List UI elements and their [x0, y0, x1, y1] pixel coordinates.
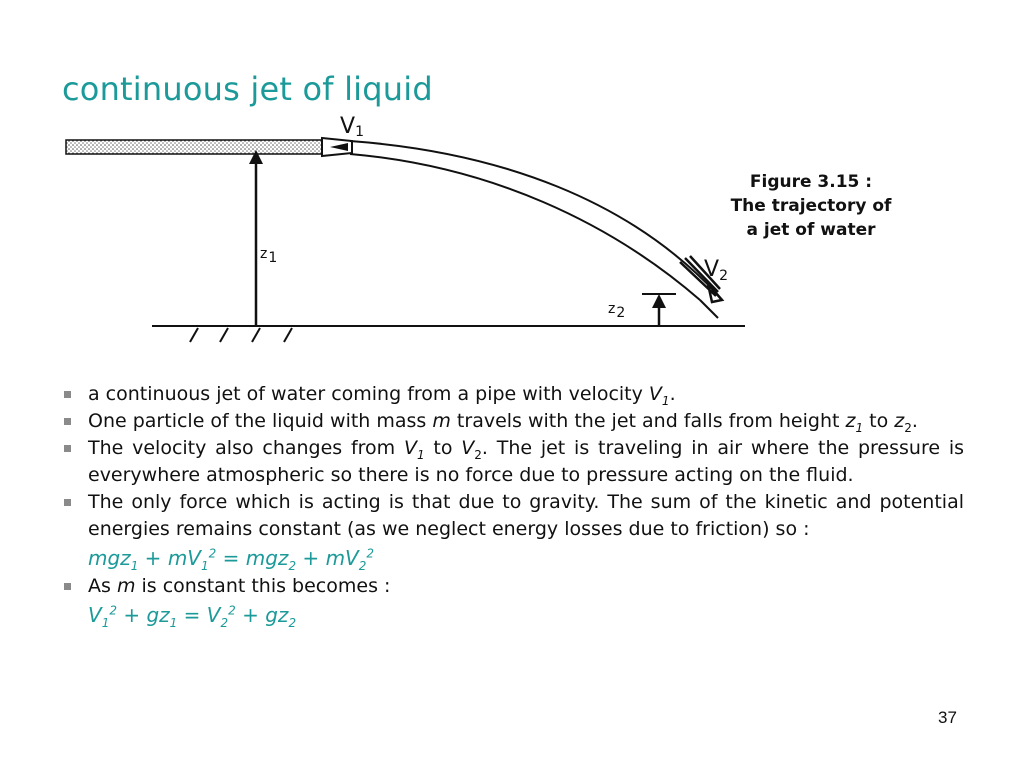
jet-upper-edge [350, 141, 718, 295]
caption-line-2: The trajectory of [730, 196, 892, 216]
bullet-square-icon [64, 499, 71, 506]
figure-caption [706, 170, 916, 242]
bullet-square-icon [64, 418, 71, 425]
pipe [66, 140, 324, 154]
z2-arrow-head [652, 294, 666, 308]
ground-hatching [190, 328, 292, 342]
jet-end [700, 300, 718, 318]
label-v2: V2 [704, 257, 728, 284]
bullet-square-icon [64, 445, 71, 452]
page-number: 37 [938, 708, 957, 727]
bullet-item-2: One particle of the liquid with mass m travels with the jet and falls from height $z_1$ to $z_2$. [62, 408, 964, 435]
bullet-item-4: The only force which is acting is that due to gravity. The sum of the kinetic and potential energies remains constant (as we neglect energy losses due to friction) so : [62, 489, 964, 543]
label-v1: V1 [340, 114, 364, 140]
bullet-item-5: As m is constant this becomes : [62, 573, 964, 600]
equation-energy-conservation: $mgz_1 + mV_1^2 = mgz_2 + mV_2^2$ [88, 546, 375, 573]
caption-line-1: Figure 3.15 : [749, 172, 873, 192]
bullet-item-1: a continuous jet of water coming from a pipe with velocity $V_1$. [62, 381, 964, 408]
bullet-square-icon [64, 391, 71, 398]
label-z2: z2 [608, 301, 626, 321]
equation-simplified: $V_1^2 + gz_1 = V_2^2 + gz_2$ [88, 603, 297, 630]
bullet-list [62, 381, 964, 630]
bullet-item-3: The velocity also changes from $V_1$ to $V_2$. The jet is traveling in air where the pressure is everywhere atmospheric so there is no force due to pressure acting on the fluid. [62, 435, 964, 489]
caption-line-3: a jet of water [746, 220, 876, 240]
bullet-square-icon [64, 583, 71, 590]
jet-lower-edge [350, 154, 700, 300]
label-z1: z1 [260, 246, 278, 266]
slide-title: continuous jet of liquid [62, 70, 433, 108]
